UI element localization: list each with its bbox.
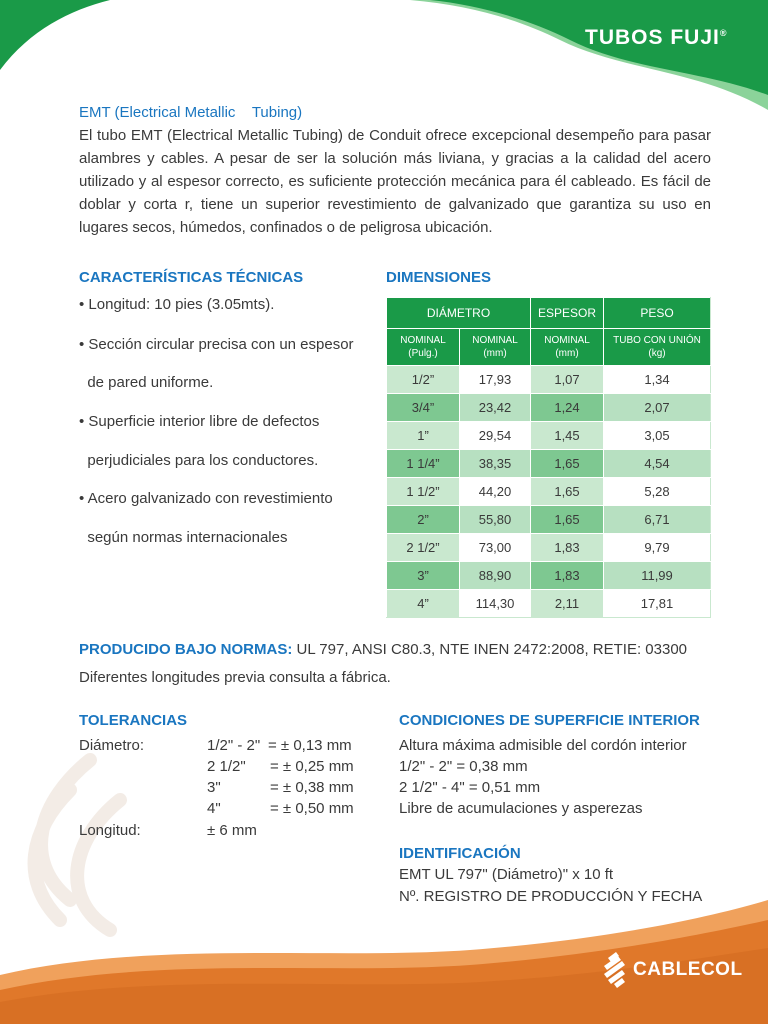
tolerancias-title: TOLERANCIAS (79, 712, 188, 729)
table-cell: 17,81 (604, 590, 711, 618)
tolerancia-size: 2 1/2" (207, 758, 246, 775)
table-cell: 17,93 (460, 366, 531, 394)
table-row (387, 450, 711, 478)
table-cell: 1,65 (531, 478, 604, 506)
table-cell: 2” (387, 506, 460, 534)
superficie-line: 2 1/2" - 4" = 0,51 mm (399, 779, 541, 796)
normas-value: UL 797, ANSI C80.3, NTE INEN 2472:2008, RETIE: 03300 (296, 641, 688, 658)
table-cell: 1,07 (531, 366, 604, 394)
table-row (387, 534, 711, 562)
subheader-line: TUBO CON UNIÓN (613, 335, 701, 346)
superficie-line: 1/2" - 2" = 0,38 mm (399, 758, 528, 775)
table-cell: 1,65 (531, 506, 604, 534)
table-cell: 1 1/4” (387, 450, 460, 478)
table-cell: 1,34 (604, 366, 711, 394)
superficie-title: CONDICIONES DE SUPERFICIE INTERIOR (399, 712, 700, 729)
table-cell: 1/2” (387, 366, 460, 394)
table-cell: 23,42 (460, 394, 531, 422)
table-row (387, 562, 711, 590)
table-row (387, 394, 711, 422)
table-cell: 73,00 (460, 534, 531, 562)
table-cell: 2,07 (604, 394, 711, 422)
subheader-line: NOMINAL (400, 335, 446, 346)
tolerancia-value: = ± 0,38 mm (270, 779, 354, 796)
identificacion-line: Nº. REGISTRO DE PRODUCCIÓN Y FECHA (399, 888, 703, 905)
table-cell: 3,05 (604, 422, 711, 450)
subheader-line: (mm) (555, 348, 579, 359)
table-cell: 2 1/2” (387, 534, 460, 562)
table-row (387, 590, 711, 618)
table-cell: 6,71 (604, 506, 711, 534)
intro-title: EMT (Electrical Metallic Tubing) (79, 104, 303, 121)
tolerancia-size: ± 6 mm (207, 822, 257, 839)
caracteristicas-title: CARACTERÍSTICAS TÉCNICAS (79, 269, 304, 286)
footer-brand: CABLECOL (633, 959, 743, 980)
caracteristica-line: según normas internacionales (79, 529, 288, 546)
tolerancia-value: = ± 0,25 mm (270, 758, 354, 775)
normas-label: PRODUCIDO BAJO NORMAS: (79, 641, 293, 658)
brand-registered: ® (719, 28, 728, 38)
table-cell: 3/4” (387, 394, 460, 422)
tolerancia-label: Diámetro: (79, 737, 145, 754)
dimensiones-title: DIMENSIONES (386, 269, 492, 286)
table-cell: 3” (387, 562, 460, 590)
brand-name-part2: FUJI (670, 26, 720, 49)
subheader-line: (kg) (648, 348, 666, 359)
table-cell: 55,80 (460, 506, 531, 534)
identificacion-line: EMT UL 797" (Diámetro)" x 10 ft (399, 866, 614, 883)
caracteristica-line: • Superficie interior libre de defectos (79, 413, 320, 430)
dimensions-table (386, 297, 711, 618)
subheader-cell (604, 329, 711, 366)
table-cell: 1” (387, 422, 460, 450)
superficie-line: Libre de acumulaciones y asperezas (399, 800, 643, 817)
brand-logo (585, 26, 728, 50)
tolerancia-size: 1/2" - 2" (207, 737, 261, 754)
table-cell: 29,54 (460, 422, 531, 450)
subheader-line: (mm) (483, 348, 507, 359)
table-cell: 1,83 (531, 534, 604, 562)
table-cell: 44,20 (460, 478, 531, 506)
table-cell: 4,54 (604, 450, 711, 478)
normas-note: Diferentes longitudes previa consulta a fábrica. (79, 669, 391, 686)
subheader-line: (Pulg.) (408, 348, 438, 359)
subheader-line: NOMINAL (544, 335, 590, 346)
brand-name-part1: TUBOS (585, 26, 671, 49)
header-diametro: DIÁMETRO (387, 298, 531, 329)
table-cell: 38,35 (460, 450, 531, 478)
table-cell: 11,99 (604, 562, 711, 590)
table-row (387, 506, 711, 534)
tolerancia-value: = ± 0,50 mm (270, 800, 354, 817)
normas-line (79, 641, 687, 658)
identificacion-title: IDENTIFICACIÓN (399, 845, 521, 862)
table-cell: 5,28 (604, 478, 711, 506)
tolerancia-size: 3" (207, 779, 221, 796)
subheader-line: NOMINAL (472, 335, 518, 346)
table-cell: 1 1/2” (387, 478, 460, 506)
table-row (387, 366, 711, 394)
top-left-wave (0, 0, 110, 70)
table-row (387, 422, 711, 450)
table-cell: 9,79 (604, 534, 711, 562)
table-cell: 88,90 (460, 562, 531, 590)
table-cell: 1,65 (531, 450, 604, 478)
subheader-cell (387, 329, 460, 366)
table-cell: 2,11 (531, 590, 604, 618)
header-espesor: ESPESOR (531, 298, 604, 329)
header-peso: PESO (604, 298, 711, 329)
table-cell: 4” (387, 590, 460, 618)
table-row (387, 478, 711, 506)
table-cell: 1,24 (531, 394, 604, 422)
tolerancia-size: 4" (207, 800, 221, 817)
table-cell: 114,30 (460, 590, 531, 618)
caracteristica-line: • Sección circular precisa con un espesor (79, 336, 354, 353)
subheader-cell (531, 329, 604, 366)
table-cell: 1,45 (531, 422, 604, 450)
tolerancia-value: = ± 0,13 mm (268, 737, 352, 754)
superficie-line: Altura máxima admisible del cordón interior (399, 737, 687, 754)
caracteristica-line: • Longitud: 10 pies (3.05mts). (79, 296, 275, 313)
caracteristica-line: de pared uniforme. (79, 374, 214, 391)
caracteristica-line: perjudiciales para los conductores. (79, 452, 319, 469)
table-cell: 1,83 (531, 562, 604, 590)
intro-body: El tubo EMT (Electrical Metallic Tubing) de Conduit ofrece excepcional desempeño para pasar alambres y cables. A pesar de ser la solución más liviana, y gracias a la calidad del acero utilizado y al espesor correcto, es suficiente protección mecánica para él cableado. Es fácil de doblar y corta r, tiene un superior revestimiento de galvanizado que garantiza su uso en lugares secos, húmedos, confinados o de peligrosa ubicación. (79, 127, 711, 236)
caracteristica-line: • Acero galvanizado con revestimiento (79, 490, 333, 507)
tolerancia-label: Longitud: (79, 822, 141, 839)
subheader-cell (460, 329, 531, 366)
